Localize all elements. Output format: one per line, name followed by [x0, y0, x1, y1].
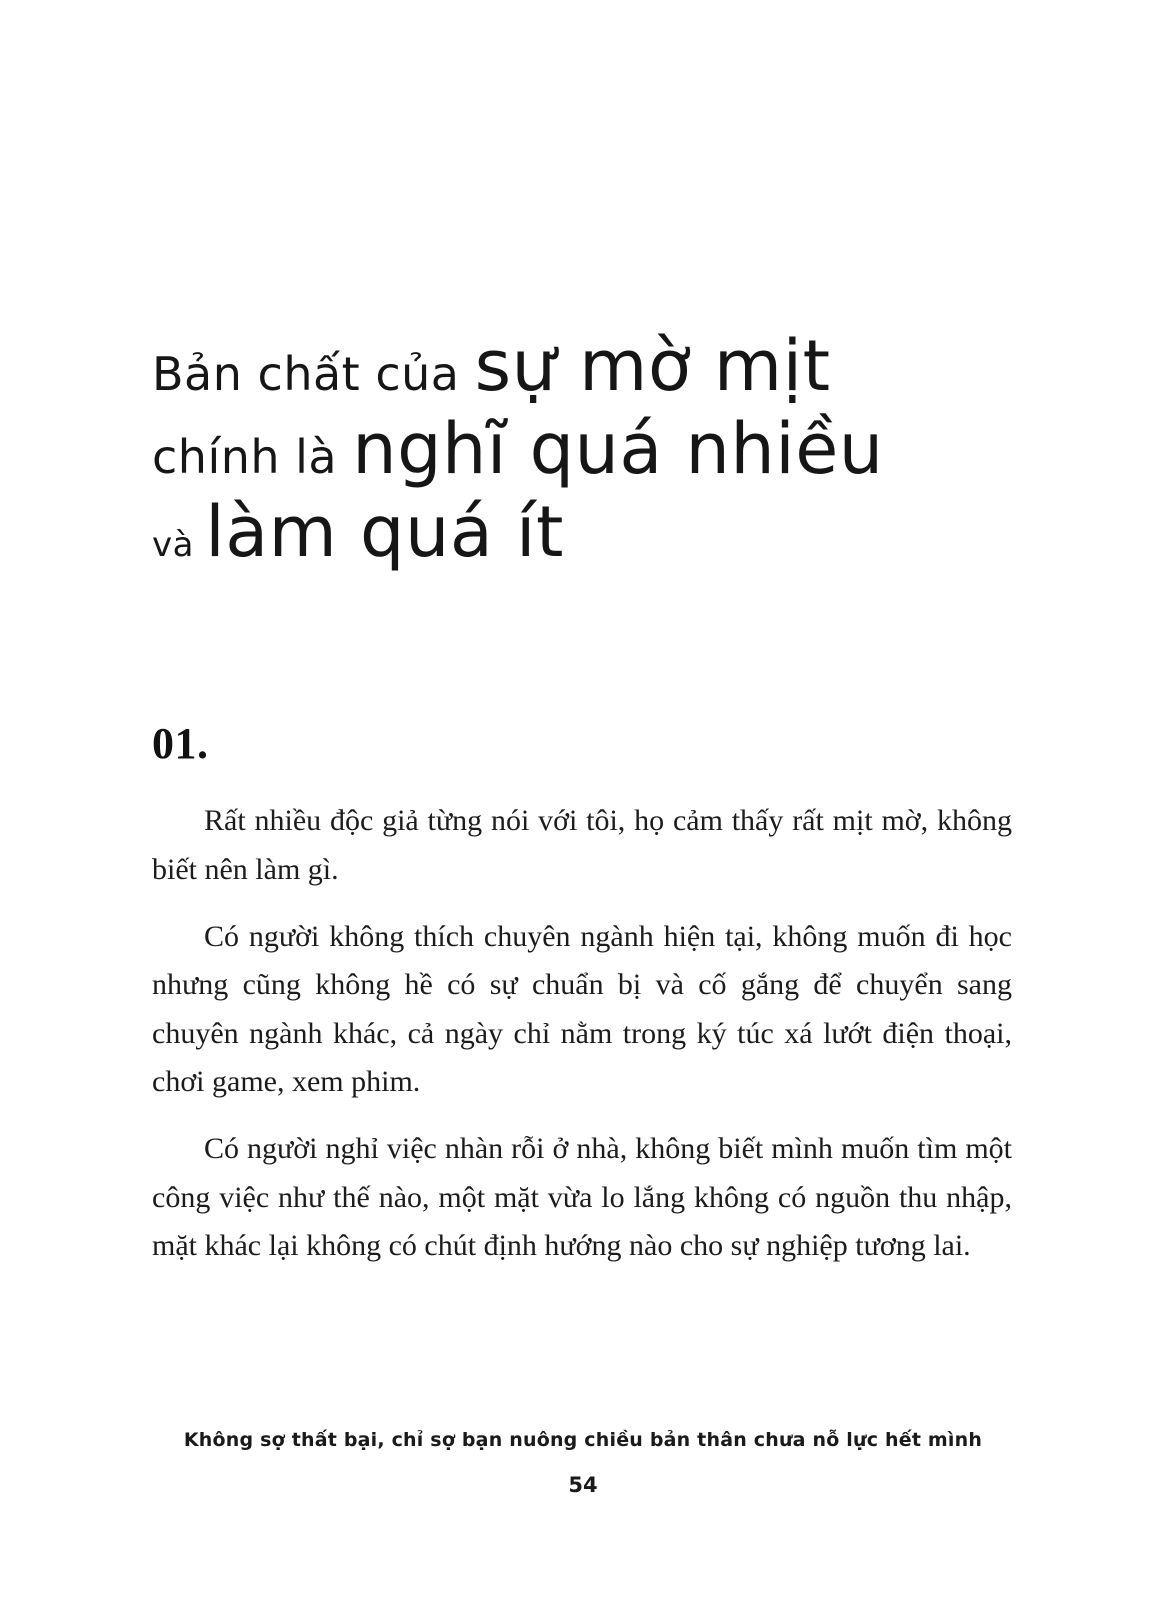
chapter-title-line-3 — [152, 490, 1012, 573]
paragraph: Có người không thích chuyên ngành hiện tại, không muốn đi học nhưng cũng không hề có sự chuẩn bị và cố gắng để chuyển sang chuyên ngành khác, cả ngày chỉ nằm trong ký túc xá lướt điện thoại, chơi game, xem phim. — [152, 919, 1012, 1099]
chapter-title-line-2-emphasis: nghĩ quá nhiều — [352, 407, 884, 490]
chapter-title-line-3-emphasis: làm quá ít — [205, 490, 564, 573]
running-title: Không sợ thất bại, chỉ sợ bạn nuông chiều bản thân chưa nỗ lực hết mình — [183, 1429, 983, 1451]
chapter-title-line-2-lead: chính là — [152, 429, 353, 484]
page-number: 54 — [568, 1473, 598, 1497]
chapter-title-line-1 — [152, 325, 1012, 407]
section-number: 01. — [152, 719, 209, 769]
chapter-title — [152, 325, 1012, 573]
chapter-title-line-2 — [152, 407, 1012, 490]
paragraph: Rất nhiều độc giả từng nói với tôi, họ cảm thấy rất mịt mờ, không biết nên làm gì. — [152, 804, 1012, 886]
chapter-title-line-1-lead: Bản chất của — [152, 347, 475, 401]
page-content — [152, 0, 1012, 1289]
page-footer — [0, 1429, 1166, 1497]
chapter-title-line-3-lead: và — [152, 524, 206, 565]
body-text — [152, 797, 1012, 1270]
paragraph: Có người nghỉ việc nhàn rỗi ở nhà, không biết mình muốn tìm một công việc như thế nào, một mặt vừa lo lắng không có nguồn thu nhập, mặt khác lại không có chút định hướng nào cho sự nghiệp tương lai. — [152, 1131, 1012, 1263]
chapter-title-line-1-emphasis: sự mờ mịt — [474, 325, 831, 407]
